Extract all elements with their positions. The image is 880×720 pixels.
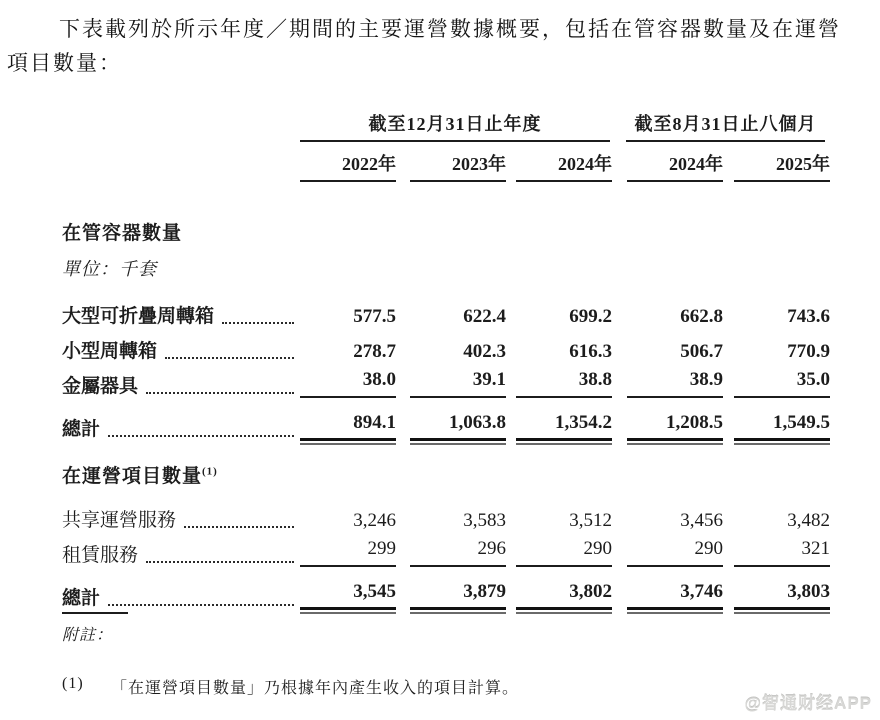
cell-value: 699.2 <box>569 306 612 327</box>
dot-leader <box>184 525 294 528</box>
dot-leader <box>108 603 294 606</box>
footnote-item-1 <box>62 675 842 698</box>
cell-value: 1,063.8 <box>410 412 506 441</box>
footnotes-block <box>62 612 842 698</box>
column-group-eight-months-aug31: 截至8月31日止八個月 <box>626 110 825 142</box>
cell-value: 662.8 <box>680 306 723 327</box>
cell-value: 3,746 <box>627 581 723 610</box>
cell-value: 296 <box>410 538 506 567</box>
cell-value: 39.1 <box>410 369 506 398</box>
year-header-row <box>62 142 834 182</box>
table-row-shared-operation-services <box>62 497 834 532</box>
cell-value: 770.9 <box>787 341 830 362</box>
intro-line-1: 下表載列於所示年度／期間的主要運營數據概要，包括在管容器數量及在運營 <box>59 17 841 41</box>
cell-value: 1,549.5 <box>734 412 830 441</box>
unit-note: 單位：千套 <box>62 259 157 279</box>
row-label: 共享運營服務 <box>62 510 177 531</box>
row-label: 金屬器具 <box>62 376 139 397</box>
dot-leader <box>146 391 294 394</box>
intro-paragraph <box>7 12 867 80</box>
cell-value: 616.3 <box>569 341 612 362</box>
cell-value: 290 <box>627 538 723 567</box>
dot-leader <box>108 434 294 437</box>
watermark-zhitong-caijing: @智通财经APP <box>744 694 872 713</box>
footnote-reference: (1) <box>202 465 218 478</box>
section-title-projects-in-operation <box>62 461 834 497</box>
year-header-2024-interim: 2024年 <box>627 150 723 182</box>
table-row-leasing-services <box>62 532 834 567</box>
table-row-total-projects <box>62 576 834 610</box>
year-header-2023: 2023年 <box>410 150 506 182</box>
cell-value: 38.8 <box>516 369 612 398</box>
table-row-total-containers <box>62 407 834 441</box>
table-row-metal-equipment <box>62 363 834 398</box>
cell-value: 38.9 <box>627 369 723 398</box>
cell-value: 3,246 <box>353 510 396 531</box>
cell-value: 290 <box>516 538 612 567</box>
cell-value: 1,354.2 <box>516 412 612 441</box>
cell-value: 321 <box>734 538 830 567</box>
dot-leader <box>222 321 294 324</box>
cell-value: 1,208.5 <box>627 412 723 441</box>
dot-leader <box>146 560 294 563</box>
row-label: 總計 <box>62 419 101 440</box>
year-header-2022: 2022年 <box>300 150 396 182</box>
cell-value: 3,456 <box>680 510 723 531</box>
row-label: 租賃服務 <box>62 545 139 566</box>
cell-value: 3,482 <box>787 510 830 531</box>
column-group-header-row <box>62 106 834 142</box>
row-label: 大型可折疊周轉箱 <box>62 306 215 327</box>
cell-value: 3,545 <box>300 581 396 610</box>
cell-value: 3,583 <box>463 510 506 531</box>
cell-value: 35.0 <box>734 369 830 398</box>
cell-value: 743.6 <box>787 306 830 327</box>
year-header-2024: 2024年 <box>516 150 612 182</box>
footnote-divider-rule <box>62 612 128 614</box>
cell-value: 3,512 <box>569 510 612 531</box>
cell-value: 402.3 <box>463 341 506 362</box>
section-title-text: 在運營項目數量 <box>62 466 203 487</box>
operating-data-table <box>62 106 834 610</box>
cell-value: 3,803 <box>734 581 830 610</box>
table-row-small-crates <box>62 328 834 363</box>
row-label: 總計 <box>62 588 101 609</box>
cell-value: 278.7 <box>353 341 396 362</box>
cell-value: 38.0 <box>300 369 396 398</box>
cell-value: 506.7 <box>680 341 723 362</box>
section-title-containers-under-management: 在管容器數量 <box>62 223 183 244</box>
footnotes-heading: 附註： <box>62 627 114 644</box>
footnote-text: 「在運營項目數量」乃根據年內產生收入的項目計算。 <box>111 680 520 697</box>
column-group-year-ended-dec31: 截至12月31日止年度 <box>300 110 610 142</box>
footnote-marker: (1) <box>62 675 84 692</box>
cell-value: 3,879 <box>410 581 506 610</box>
table-row-large-foldable-crates <box>62 293 834 328</box>
row-label: 小型周轉箱 <box>62 341 158 362</box>
cell-value: 299 <box>300 538 396 567</box>
year-header-2025-interim: 2025年 <box>734 150 830 182</box>
cell-value: 577.5 <box>353 306 396 327</box>
cell-value: 894.1 <box>300 412 396 441</box>
intro-line-2: 項目數量： <box>7 51 122 75</box>
cell-value: 3,802 <box>516 581 612 610</box>
dot-leader <box>165 356 294 359</box>
cell-value: 622.4 <box>463 306 506 327</box>
